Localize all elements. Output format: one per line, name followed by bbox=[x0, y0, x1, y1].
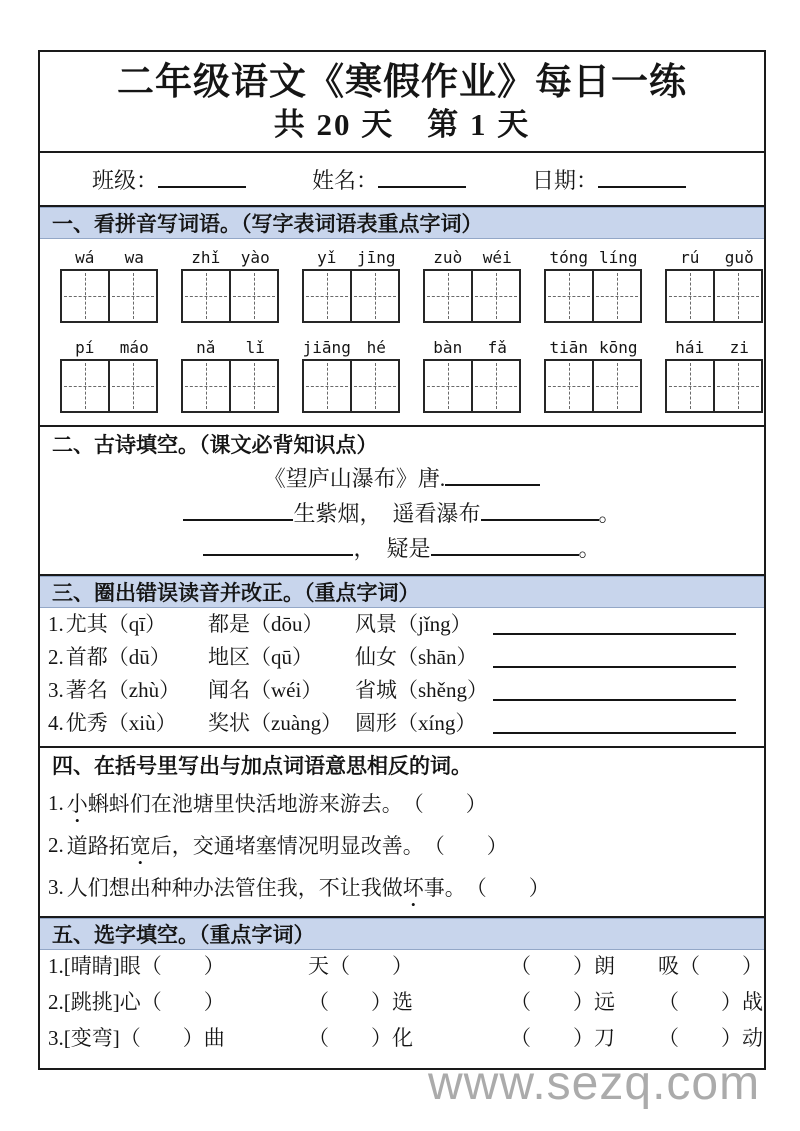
pinyin-syllable: zhǐ bbox=[191, 248, 221, 267]
sentence-row bbox=[40, 824, 764, 866]
word-with-pinyin: 都是（dōu） bbox=[208, 612, 324, 636]
section-4-header: 四、在括号里写出与加点词语意思相反的词。 bbox=[52, 755, 472, 778]
writing-box bbox=[665, 359, 715, 413]
section-2-header: 二、古诗填空。（课文必背知识点） bbox=[52, 434, 378, 457]
pinyin-syllable: nǎ bbox=[196, 338, 216, 357]
writing-box bbox=[665, 269, 715, 323]
emphasized-word: 宽 • bbox=[130, 830, 151, 860]
writing-box bbox=[60, 359, 110, 413]
choice-cell: 眼（ ） bbox=[119, 954, 225, 978]
item-number: 4. bbox=[48, 711, 64, 735]
sentence-row bbox=[40, 866, 764, 908]
writing-box bbox=[108, 359, 158, 413]
sentence-text: 人们想出种种办法管住我，不让我做 bbox=[66, 876, 403, 900]
pinyin-word bbox=[60, 243, 159, 323]
word-with-pinyin: 优秀（xiù） bbox=[65, 711, 177, 735]
writing-box bbox=[471, 359, 521, 413]
choice-row bbox=[40, 1022, 764, 1058]
answer-line bbox=[493, 685, 736, 701]
section-1 bbox=[40, 205, 764, 425]
date-field bbox=[532, 164, 752, 195]
writing-box bbox=[592, 269, 642, 323]
answer-bracket: （ ） bbox=[465, 876, 550, 900]
answer-line bbox=[493, 652, 736, 668]
pinyin-row-1 bbox=[40, 243, 764, 323]
pinyin-syllable: kōng bbox=[598, 338, 638, 357]
choice-row bbox=[40, 986, 764, 1022]
choice-cell: 心（ ） bbox=[119, 990, 225, 1014]
writing-box bbox=[423, 359, 473, 413]
fill-blank bbox=[481, 506, 599, 521]
pinyin-syllable: hé bbox=[366, 338, 386, 357]
item-number: 3. bbox=[48, 678, 64, 702]
choice-cell: （ ）曲 bbox=[119, 1026, 225, 1050]
poem-text: 生紫烟， 遥看瀑布 bbox=[293, 501, 481, 526]
pinyin-syllable: yào bbox=[240, 248, 270, 267]
item-number: 3. bbox=[48, 874, 64, 899]
section-3 bbox=[40, 574, 764, 746]
word-with-pinyin: 尤其（qī） bbox=[65, 612, 167, 636]
question-row bbox=[40, 707, 764, 740]
sentence-text: 道路拓 bbox=[66, 834, 130, 858]
sentence-text: 后，交通堵塞情况明显改善。 bbox=[150, 834, 424, 858]
pinyin-syllable: yǐ bbox=[317, 248, 337, 267]
section-5-header: 五、选字填空。（重点字词） bbox=[40, 918, 764, 950]
pinyin-word bbox=[665, 333, 764, 413]
section-3-header: 三、圈出错误读音并改正。（重点字词） bbox=[40, 576, 764, 608]
writing-box bbox=[181, 359, 231, 413]
pinyin-syllable: wá bbox=[75, 248, 95, 267]
item-number: 1. bbox=[48, 954, 64, 978]
pinyin-syllable: lǐ bbox=[245, 338, 265, 357]
pinyin-word bbox=[544, 333, 643, 413]
poem-line-2 bbox=[40, 496, 764, 531]
poem-line-1 bbox=[40, 461, 764, 496]
writing-box bbox=[544, 269, 594, 323]
writing-box bbox=[60, 269, 110, 323]
choice-cell: （ ）战 bbox=[658, 990, 763, 1014]
writing-box bbox=[181, 269, 231, 323]
pinyin-syllable: hái bbox=[675, 338, 705, 357]
pinyin-word bbox=[544, 243, 643, 323]
section-5 bbox=[40, 916, 764, 1068]
pinyin-syllable: máo bbox=[119, 338, 149, 357]
item-number: 3. bbox=[48, 1026, 64, 1050]
choice-cell: （ ）朗 bbox=[510, 954, 615, 978]
class-label: 班级： bbox=[92, 167, 159, 193]
word-with-pinyin: 奖状（zuàng） bbox=[208, 711, 343, 735]
word-with-pinyin: 著名（zhù） bbox=[65, 678, 181, 702]
pinyin-syllable: tóng bbox=[549, 248, 589, 267]
question-row bbox=[40, 641, 764, 674]
poem-text: 。 bbox=[598, 501, 621, 526]
fill-blank bbox=[431, 541, 579, 556]
pinyin-word bbox=[665, 243, 764, 323]
page-subtitle: 共 20 天 第 1 天 bbox=[273, 107, 531, 143]
writing-box bbox=[108, 269, 158, 323]
writing-box bbox=[713, 359, 763, 413]
choice-cell: 天（ ） bbox=[308, 954, 413, 978]
pinyin-syllable: líng bbox=[598, 248, 638, 267]
pinyin-syllable: tiān bbox=[549, 338, 589, 357]
word-with-pinyin: 省城（shěng） bbox=[355, 678, 488, 702]
question-row bbox=[40, 608, 764, 641]
fill-blank bbox=[445, 471, 540, 486]
writing-box bbox=[350, 269, 400, 323]
writing-box bbox=[423, 269, 473, 323]
choice-cell: （ ）选 bbox=[308, 990, 413, 1014]
info-row bbox=[40, 153, 764, 205]
date-blank-line bbox=[598, 174, 686, 188]
poem-text: ， 疑是 bbox=[353, 536, 431, 561]
answer-line bbox=[493, 619, 736, 635]
pinyin-word bbox=[302, 333, 401, 413]
question-row bbox=[40, 674, 764, 707]
pinyin-syllable: bàn bbox=[433, 338, 463, 357]
pinyin-syllable: rú bbox=[680, 248, 700, 267]
pinyin-syllable: pí bbox=[75, 338, 95, 357]
title-block bbox=[40, 52, 764, 153]
pinyin-syllable: zuò bbox=[433, 248, 463, 267]
writing-box bbox=[302, 269, 352, 323]
word-with-pinyin: 地区（qū） bbox=[208, 645, 313, 669]
pinyin-word bbox=[302, 243, 401, 323]
watermark: www.sezq.com bbox=[428, 1057, 761, 1110]
worksheet bbox=[38, 50, 766, 1070]
class-field bbox=[92, 164, 312, 195]
pinyin-word bbox=[423, 333, 522, 413]
sentence-text: 蝌蚪们在池塘里快活地游来游去。 bbox=[87, 792, 403, 816]
pinyin-syllable: wéi bbox=[482, 248, 512, 267]
answer-line bbox=[493, 718, 736, 734]
section-4 bbox=[40, 746, 764, 916]
poem-text: 《望庐山瀑布》唐. bbox=[263, 466, 446, 491]
name-blank-line bbox=[378, 174, 466, 188]
word-with-pinyin: 风景（jǐng） bbox=[355, 612, 472, 636]
name-label: 姓名： bbox=[312, 167, 379, 193]
writing-box bbox=[592, 359, 642, 413]
pinyin-syllable: fǎ bbox=[487, 338, 507, 357]
date-label: 日期： bbox=[532, 167, 599, 193]
choice-cell: （ ）刀 bbox=[510, 1026, 615, 1050]
fill-blank bbox=[203, 541, 353, 556]
choice-cell: （ ）化 bbox=[308, 1026, 413, 1050]
word-with-pinyin: 闻名（wéi） bbox=[208, 678, 323, 702]
sentence-row bbox=[40, 782, 764, 824]
word-with-pinyin: 圆形（xíng） bbox=[355, 711, 477, 735]
pinyin-syllable: wa bbox=[124, 248, 144, 267]
class-blank-line bbox=[158, 174, 246, 188]
writing-box bbox=[544, 359, 594, 413]
choice-cell: （ ）动 bbox=[658, 1026, 763, 1050]
pinyin-syllable: jīng bbox=[356, 248, 396, 267]
poem-text: 。 bbox=[578, 536, 601, 561]
choice-chars: [跳挑] bbox=[63, 990, 120, 1014]
writing-box bbox=[713, 269, 763, 323]
pinyin-syllable: zi bbox=[729, 338, 749, 357]
pinyin-syllable: guǒ bbox=[724, 248, 754, 267]
choice-cell: （ ）远 bbox=[510, 990, 615, 1014]
emphasized-word: 坏 • bbox=[403, 872, 424, 902]
writing-box bbox=[302, 359, 352, 413]
item-number: 2. bbox=[48, 832, 64, 857]
writing-box bbox=[229, 269, 279, 323]
choice-chars: [变弯] bbox=[63, 1026, 120, 1050]
name-field bbox=[312, 164, 532, 195]
item-number: 2. bbox=[48, 645, 64, 669]
pinyin-word bbox=[423, 243, 522, 323]
pinyin-row-2 bbox=[40, 333, 764, 413]
poem-line-3 bbox=[40, 531, 764, 566]
pinyin-word bbox=[181, 333, 280, 413]
answer-bracket: （ ） bbox=[402, 792, 487, 816]
section-1-header: 一、看拼音写词语。（写字表词语表重点字词） bbox=[40, 207, 764, 239]
word-with-pinyin: 仙女（shān） bbox=[355, 645, 478, 669]
pinyin-word bbox=[60, 333, 159, 413]
writing-box bbox=[229, 359, 279, 413]
choice-cell: 吸（ ） bbox=[658, 954, 763, 978]
writing-box bbox=[350, 359, 400, 413]
pinyin-syllable: jiāng bbox=[302, 338, 351, 357]
answer-bracket: （ ） bbox=[423, 834, 508, 858]
choice-chars: [晴睛] bbox=[63, 954, 120, 978]
item-number: 1. bbox=[48, 612, 64, 636]
word-with-pinyin: 首都（dū） bbox=[65, 645, 171, 669]
fill-blank bbox=[183, 506, 293, 521]
section-2 bbox=[40, 425, 764, 574]
item-number: 2. bbox=[48, 990, 64, 1014]
page-title: 二年级语文《寒假作业》每日一练 bbox=[117, 62, 687, 103]
choice-row bbox=[40, 950, 764, 986]
writing-box bbox=[471, 269, 521, 323]
pinyin-word bbox=[181, 243, 280, 323]
item-number: 1. bbox=[48, 790, 64, 815]
emphasized-word: 小 • bbox=[67, 788, 88, 818]
sentence-text: 事。 bbox=[423, 876, 466, 900]
